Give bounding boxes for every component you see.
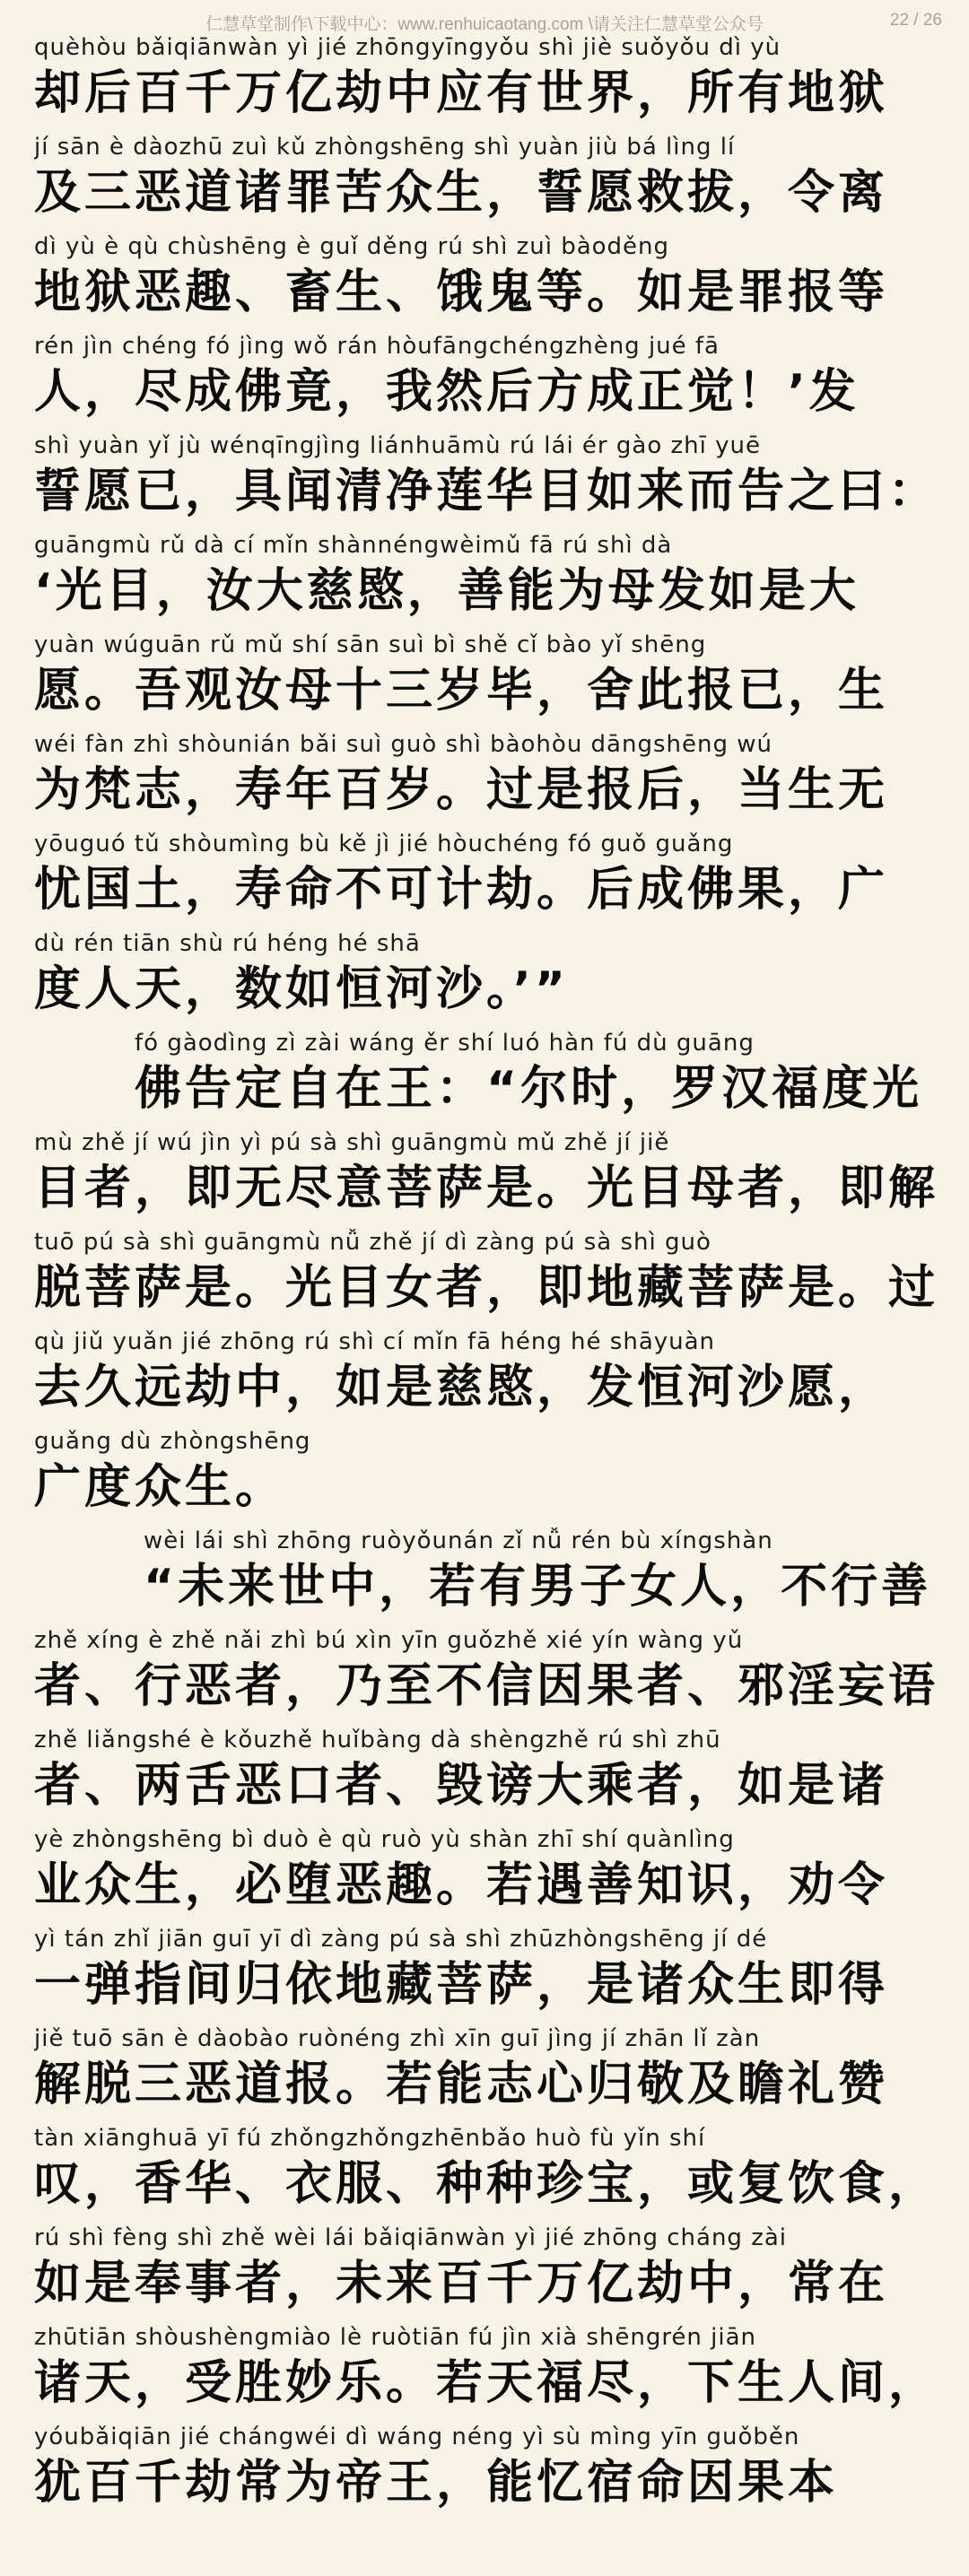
- hanzi-line: 如是奉事者，未来百千万亿劫中，常在: [34, 2257, 889, 2311]
- text-line: [0, 333, 969, 432]
- pinyin-line: zhūtiān shòushèngmiào lè ruòtiān fú jìn xià shēngrén jiān: [34, 2324, 757, 2351]
- text-line: [0, 1826, 969, 1926]
- pinyin-line: dù rén tiān shù rú héng hé shā: [34, 930, 421, 957]
- text-line: [0, 2324, 969, 2424]
- pinyin-line: shì yuàn yǐ jù wénqīngjìng liánhuāmù rú lái ér gào zhī yuē: [34, 432, 761, 459]
- header-title: 仁慧草堂制作\下载中心：www.renhuicaotang.com \请关注仁慧草堂公众号: [205, 15, 764, 34]
- text-line: [0, 2025, 969, 2125]
- pinyin-line: tuō pú sà shì guāngmù nǚ zhě jí dì zàng pú sà shì guò: [34, 1229, 711, 1256]
- hanzi-line: 愿。吾观汝母十三岁毕，舍此报已，生: [34, 664, 889, 718]
- pinyin-line: tàn xiānghuā yī fú zhǒngzhǒngzhēnbǎo huò fù yǐn shí: [34, 2125, 706, 2152]
- text-line: [0, 2125, 969, 2224]
- page-number: 22 / 26: [889, 11, 942, 30]
- pinyin-line: jiě tuō sān è dàobào ruònéng zhì xīn guī jìng jí zhān lǐ zàn: [34, 2025, 761, 2052]
- hanzi-line: “未来世中，若有男子女人，不行善: [144, 1560, 932, 1614]
- pinyin-line: mù zhě jí wú jìn yì pú sà shì guāngmù mǔ zhě jí jiě: [34, 1129, 670, 1156]
- hanzi-line: 业众生，必堕恶趣。若遇善知识，劝令: [34, 1858, 889, 1912]
- hanzi-line: 忧国土，寿命不可计劫。后成佛果，广: [34, 863, 889, 917]
- text-line: [0, 34, 969, 134]
- hanzi-line: 及三恶道诸罪苦众生，誓愿救拔，令离: [34, 166, 889, 220]
- pinyin-line: yōuguó tǔ shòumìng bù kě jì jié hòuchéng fó guǒ guǎng: [34, 831, 734, 857]
- hanzi-line: 者、两舌恶口者、毁谤大乘者，如是诸: [34, 1759, 889, 1813]
- pinyin-line: yuàn wúguān rǔ mǔ shí sān suì bì shě cǐ bào yǐ shēng: [34, 631, 707, 658]
- pinyin-line: guǎng dù zhòngshēng: [34, 1428, 311, 1455]
- pinyin-line: fó gàodìng zì zài wáng ěr shí luó hàn fú dù guāng: [135, 1030, 755, 1057]
- text-line: [0, 1328, 969, 1428]
- hanzi-line: 诸天，受胜妙乐。若天福尽，下生人间，: [34, 2356, 939, 2410]
- text-line: [0, 134, 969, 233]
- pinyin-line: quèhòu bǎiqiānwàn yì jié zhōngyīngyǒu shì jiè suǒyǒu dì yù: [34, 34, 781, 61]
- text-line: [0, 1527, 969, 1627]
- hanzi-line: 一弹指间归依地藏菩萨，是诸众生即得: [34, 1958, 889, 2012]
- pinyin-line: qù jiǔ yuǎn jié zhōng rú shì cí mǐn fā héng hé shāyuàn: [34, 1328, 716, 1355]
- pinyin-line: wéi fàn zhì shòunián bǎi suì guò shì bàohòu dāngshēng wú: [34, 731, 773, 758]
- hanzi-line: 人，尽成佛竟，我然后方成正觉！’发: [34, 365, 860, 419]
- pinyin-line: wèi lái shì zhōng ruòyǒunán zǐ nǚ rén bù xíngshàn: [144, 1527, 773, 1554]
- text-line: [0, 1727, 969, 1826]
- hanzi-line: 解脱三恶道报。若能志心归敬及瞻礼赞: [34, 2058, 889, 2111]
- page-header: [0, 7, 969, 34]
- pinyin-line: rén jìn chéng fó jìng wǒ rán hòufāngchéngzhèng jué fā: [34, 333, 720, 360]
- text-line: [0, 731, 969, 831]
- hanzi-line: 誓愿已，具闻清净莲华目如来而告之曰：: [34, 465, 939, 518]
- text-line: [0, 831, 969, 930]
- hanzi-line: 地狱恶趣、畜生、饿鬼等。如是罪报等: [34, 265, 889, 319]
- text-line: [0, 1627, 969, 1727]
- pinyin-line: dì yù è qù chùshēng è guǐ děng rú shì zuì bàoděng: [34, 233, 670, 260]
- text-line: [0, 2224, 969, 2324]
- pinyin-line: yóubǎiqiān jié chángwéi dì wáng néng yì sù mìng yīn guǒběn: [34, 2424, 800, 2450]
- pinyin-line: yè zhòngshēng bì duò è qù ruò yù shàn zhī shí quànlìng: [34, 1826, 735, 1853]
- pinyin-line: zhě liǎngshé è kǒuzhě huǐbàng dà shèngzhě rú shì zhū: [34, 1727, 721, 1754]
- scripture-text: [0, 34, 969, 2523]
- hanzi-line: 度人天，数如恒河沙。’”: [34, 962, 569, 1016]
- text-line: [0, 1030, 969, 1129]
- pinyin-line: jí sān è dàozhū zuì kǔ zhòngshēng shì yuàn jiù bá lìng lí: [34, 134, 736, 161]
- text-line: [0, 532, 969, 631]
- hanzi-line: 犹百千劫常为帝王，能忆宿命因果本: [34, 2456, 839, 2510]
- hanzi-line: 目者，即无尽意菩萨是。光目母者，即解: [34, 1162, 939, 1215]
- pinyin-line: guāngmù rǔ dà cí mǐn shànnéngwèimǔ fā rú shì dà: [34, 532, 673, 559]
- hanzi-line: 者、行恶者，乃至不信因果者、邪淫妄语: [34, 1659, 939, 1713]
- text-line: [0, 233, 969, 333]
- pinyin-line: rú shì fèng shì zhě wèi lái bǎiqiānwàn yì jié zhōng cháng zài: [34, 2224, 787, 2251]
- hanzi-line: 为梵志，寿年百岁。过是报后，当生无: [34, 763, 889, 817]
- text-line: [0, 432, 969, 532]
- pinyin-line: zhě xíng è zhě nǎi zhì bú xìn yīn guǒzhě xié yín wàng yǔ: [34, 1627, 744, 1654]
- hanzi-line: 脱菩萨是。光目女者，即地藏菩萨是。过: [34, 1261, 939, 1315]
- text-line: [0, 1129, 969, 1229]
- hanzi-line: 去久远劫中，如是慈愍，发恒河沙愿，: [34, 1361, 889, 1414]
- text-line: [0, 631, 969, 731]
- text-line: [0, 1428, 969, 1527]
- hanzi-line: ‘光目，汝大慈愍，善能为母发如是大: [34, 564, 860, 618]
- text-line: [0, 2424, 969, 2523]
- hanzi-line: 叹，香华、衣服、种种珍宝，或复饮食，: [34, 2157, 939, 2211]
- hanzi-line: 佛告定自在王：“尔时，罗汉福度光: [135, 1062, 923, 1116]
- text-line: [0, 930, 969, 1030]
- hanzi-line: 广度众生。: [34, 1460, 286, 1514]
- pinyin-line: yì tán zhǐ jiān guī yī dì zàng pú sà shì zhūzhòngshēng jí dé: [34, 1926, 768, 1953]
- hanzi-line: 却后百千万亿劫中应有世界，所有地狱: [34, 66, 889, 120]
- text-line: [0, 1229, 969, 1328]
- text-line: [0, 1926, 969, 2025]
